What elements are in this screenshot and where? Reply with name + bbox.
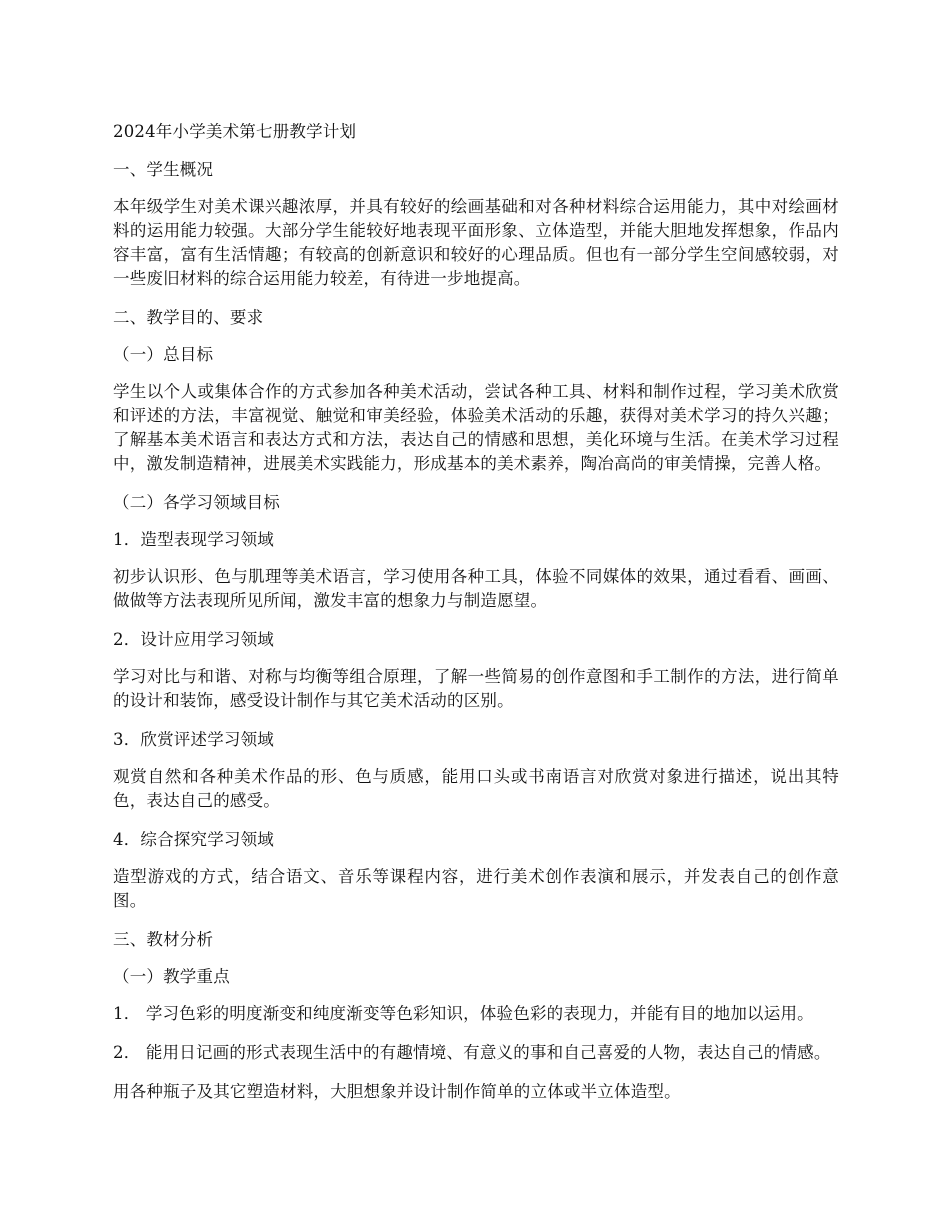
section-heading-teaching-goals: 二、教学目的、要求 bbox=[113, 308, 264, 327]
subheading-overall-goal: （一）总目标 bbox=[113, 345, 214, 364]
list-item-focus-1: 1． 学习色彩的明度渐变和纯度渐变等色彩知识，体验色彩的表现力，并能有目的地加以运用。 bbox=[113, 1004, 814, 1023]
area-heading-exploration: 4．综合探究学习领域 bbox=[113, 830, 274, 849]
paragraph-bottles-modeling: 用各种瓶子及其它塑造材料，大胆想象并设计制作简单的立体或半立体造型。 bbox=[113, 1082, 681, 1101]
area-heading-modeling: 1．造型表现学习领域 bbox=[113, 530, 274, 549]
paragraph-overall-goal: 学生以个人或集体合作的方式参加各种美术活动，尝试各种工具、材料和制作过程，学习美术欣赏和评述的方法，丰富视觉、触觉和审美经验，体验美术活动的乐趣，获得对美术学习的持久兴趣；了解基本美术语言和表达方式和方法，表达自己的情感和思想，美化环境与生活。在美术学习过程中，激发制造精神，进展美术实践能力，形成基本的美术素养，陶冶高尚的审美情操，完善人格。 bbox=[113, 382, 839, 473]
list-item-focus-2: 2． 能用日记画的形式表现生活中的有趣情境、有意义的事和自己喜爱的人物，表达自己的情感。 bbox=[113, 1043, 831, 1062]
document-page bbox=[113, 120, 839, 1119]
subheading-teaching-focus: （一）教学重点 bbox=[113, 967, 230, 986]
area-heading-appreciation: 3．欣赏评述学习领域 bbox=[113, 730, 274, 749]
section-heading-material-analysis: 三、教材分析 bbox=[113, 930, 214, 949]
paragraph-exploration: 造型游戏的方式，结合语文、音乐等课程内容，进行美术创作表演和展示，并发表自己的创作意图。 bbox=[113, 867, 839, 910]
subheading-area-goals: （二）各学习领域目标 bbox=[113, 493, 280, 512]
paragraph-design: 学习对比与和谐、对称与均衡等组合原理，了解一些简易的创作意图和手工制作的方法，进行简单的设计和装饰，感受设计制作与其它美术活动的区别。 bbox=[113, 667, 839, 710]
paragraph-modeling: 初步认识形、色与肌理等美术语言，学习使用各种工具，体验不同媒体的效果，通过看看、画画、做做等方法表现所见所闻，激发丰富的想象力与制造愿望。 bbox=[113, 567, 839, 610]
paragraph-student-overview: 本年级学生对美术课兴趣浓厚，并具有较好的绘画基础和对各种材料综合运用能力，其中对绘画材料的运用能力较强。大部分学生能较好地表现平面形象、立体造型，并能大胆地发挥想象，作品内容丰富，富有生活情趣；有较高的创新意识和较好的心理品质。但也有一部分学生空间感较弱，对一些废旧材料的综合运用能力较差，有待进一步地提高。 bbox=[113, 197, 839, 288]
section-heading-student-overview: 一、学生概况 bbox=[113, 160, 214, 179]
paragraph-appreciation: 观赏自然和各种美术作品的形、色与质感，能用口头或书南语言对欣赏对象进行描述，说出其特色，表达自己的感受。 bbox=[113, 767, 839, 810]
area-heading-design: 2．设计应用学习领域 bbox=[113, 630, 274, 649]
document-title: 2024年小学美术第七册教学计划 bbox=[113, 122, 357, 141]
